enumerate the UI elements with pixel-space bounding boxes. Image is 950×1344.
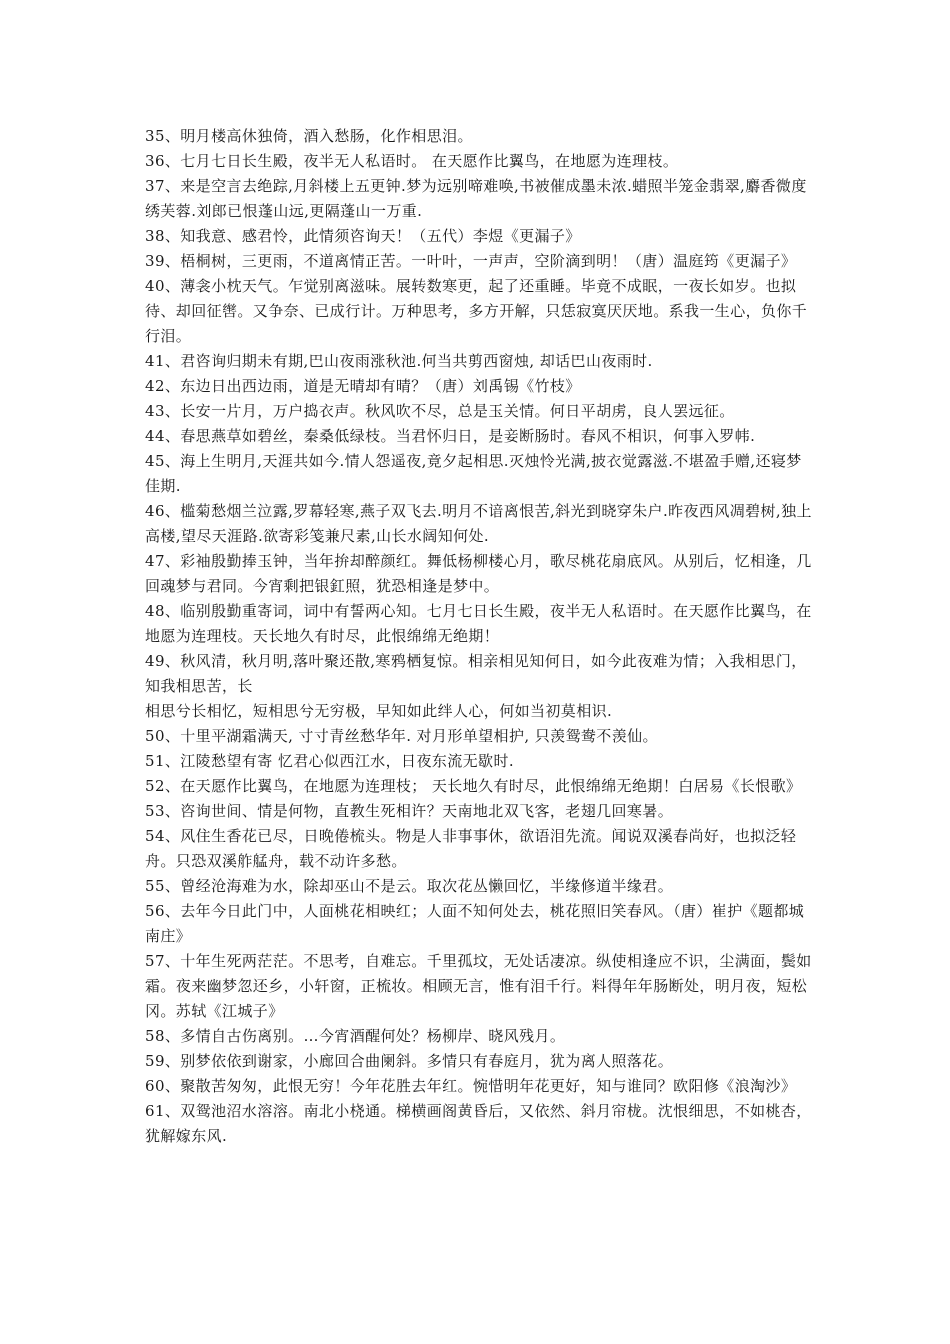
paragraph-41: 41、君咨询归期未有期,巴山夜雨涨秋池.何当共剪西窗烛, 却话巴山夜雨时. <box>145 352 653 370</box>
paragraph-37: 37、来是空言去绝踪,月斜楼上五更钟.梦为远别啼难唤,书被催成墨未浓.蜡照半笼金翡翠,麝香微度绣芙蓉.刘郎已恨蓬山远,更隔蓬山一万重. <box>145 177 807 220</box>
paragraph-49-continued: 相思兮长相忆，短相思兮无穷极，早知如此绊人心，何如当初莫相识. <box>145 702 613 720</box>
paragraph-38: 38、知我意、感君怜，此情须咨询天！（五代）李煜《更漏子》 <box>145 227 581 245</box>
paragraph-46: 46、槛菊愁烟兰泣露,罗幕轻寒,燕子双飞去.明月不谙离恨苦,斜光到晓穿朱户.昨夜西风凋碧树,独上高楼,望尽天涯路.欲寄彩笺兼尺素,山长水阔知何处. <box>145 502 812 545</box>
paragraph-42: 42、东边日出西边雨，道是无晴却有晴？（唐）刘禹锡《竹枝》 <box>145 377 581 395</box>
paragraph-45: 45、海上生明月,天涯共如今.情人怨遥夜,竟夕起相思.灭烛怜光满,披衣觉露滋.不堪盈手赠,还寝梦佳期. <box>145 452 802 495</box>
paragraph-44: 44、春思燕草如碧丝，秦桑低绿枝。当君怀归日，是妾断肠时。春风不相识，何事入罗帏. <box>145 427 756 445</box>
paragraph-47: 47、彩袖殷勤捧玉钟，当年拚却醉颜红。舞低杨柳楼心月，歌尽桃花扇底风。从别后，忆相逢，几回魂梦与君同。今宵剩把银釭照，犹恐相逢是梦中。 <box>145 552 812 595</box>
paragraph-56: 56、去年今日此门中，人面桃花相映红；人面不知何处去，桃花照旧笑春风。（唐）崔护《题都城南庄》 <box>145 902 805 945</box>
paragraph-49: 49、秋风清，秋月明,落叶聚还散,寒鸦栖复惊。相亲相见知何日，如今此夜难为情；入我相思门，知我相思苦，长 <box>145 652 807 695</box>
paragraph-52: 52、在天愿作比翼鸟，在地愿为连理枝； 天长地久有时尽，此恨绵绵无绝期！白居易《长恨歌》 <box>145 777 802 795</box>
paragraph-55: 55、曾经沧海难为水，除却巫山不是云。取次花丛懒回忆，半缘修道半缘君。 <box>145 877 674 895</box>
paragraph-48: 48、临别殷勤重寄词，词中有誓两心知。七月七日长生殿，夜半无人私语时。在天愿作比翼鸟，在地愿为连理枝。天长地久有时尽，此恨绵绵无绝期！ <box>145 602 812 645</box>
paragraph-61: 61、双鸳池沼水溶溶。南北小桡通。梯横画阁黄昏后，又依然、斜月帘栊。沈恨细思，不如桃杏，犹解嫁东风. <box>145 1102 812 1145</box>
paragraph-58: 58、多情自古伤离别。…今宵酒醒何处？杨柳岸、晓风残月。 <box>145 1027 566 1045</box>
paragraph-59: 59、别梦依依到谢家，小廊回合曲阑斜。多情只有春庭月，犹为离人照落花。 <box>145 1052 674 1070</box>
paragraph-54: 54、风住生香花已尽，日晚倦梳头。物是人非事事休，欲语泪先流。闻说双溪春尚好，也拟泛轻舟。只恐双溪舴艋舟，载不动许多愁。 <box>145 827 797 870</box>
document-body <box>145 124 813 1149</box>
paragraph-39: 39、梧桐树，三更雨，不道离情正苦。一叶叶，一声声，空阶滴到明！（唐）温庭筠《更漏子》 <box>145 252 797 270</box>
paragraph-40: 40、薄衾小枕天气。乍觉别离滋味。展转数寒更，起了还重睡。毕竟不成眠，一夜长如岁。也拟待、却回征辔。又争奈、已成行计。万种思考，多方开解，只恁寂寞厌厌地。系我一生心，负你千行泪。 <box>145 277 808 345</box>
paragraph-35: 35、明月楼高休独倚，酒入愁肠，化作相思泪。 <box>145 127 473 145</box>
paragraph-57: 57、十年生死两茫茫。不思考，自难忘。千里孤坟，无处话凄凉。纵使相逢应不识，尘满面，鬓如霜。夜来幽梦忽还乡，小轩窗，正梳妆。相顾无言，惟有泪千行。料得年年肠断处，明月夜，短松冈。苏轼《江城子》 <box>145 952 812 1020</box>
paragraph-50: 50、十里平湖霜满天, 寸寸青丝愁华年. 对月形单望相护, 只羡鸳鸯不羡仙。 <box>145 727 658 745</box>
paragraph-43: 43、长安一片月，万户捣衣声。秋风吹不尽，总是玉关情。何日平胡虏，良人罢远征。 <box>145 402 735 420</box>
paragraph-53: 53、咨询世间、情是何物，直教生死相许？天南地北双飞客，老翅几回寒暑。 <box>145 802 674 820</box>
paragraph-60: 60、聚散苦匆匆，此恨无穷！今年花胜去年红。惋惜明年花更好，知与谁同？欧阳修《浪淘沙》 <box>145 1077 797 1095</box>
paragraph-51: 51、江陵愁望有寄 忆君心似西江水，日夜东流无歇时. <box>145 752 515 770</box>
paragraph-36: 36、七月七日长生殿，夜半无人私语时。 在天愿作比翼鸟，在地愿为连理枝。 <box>145 152 679 170</box>
